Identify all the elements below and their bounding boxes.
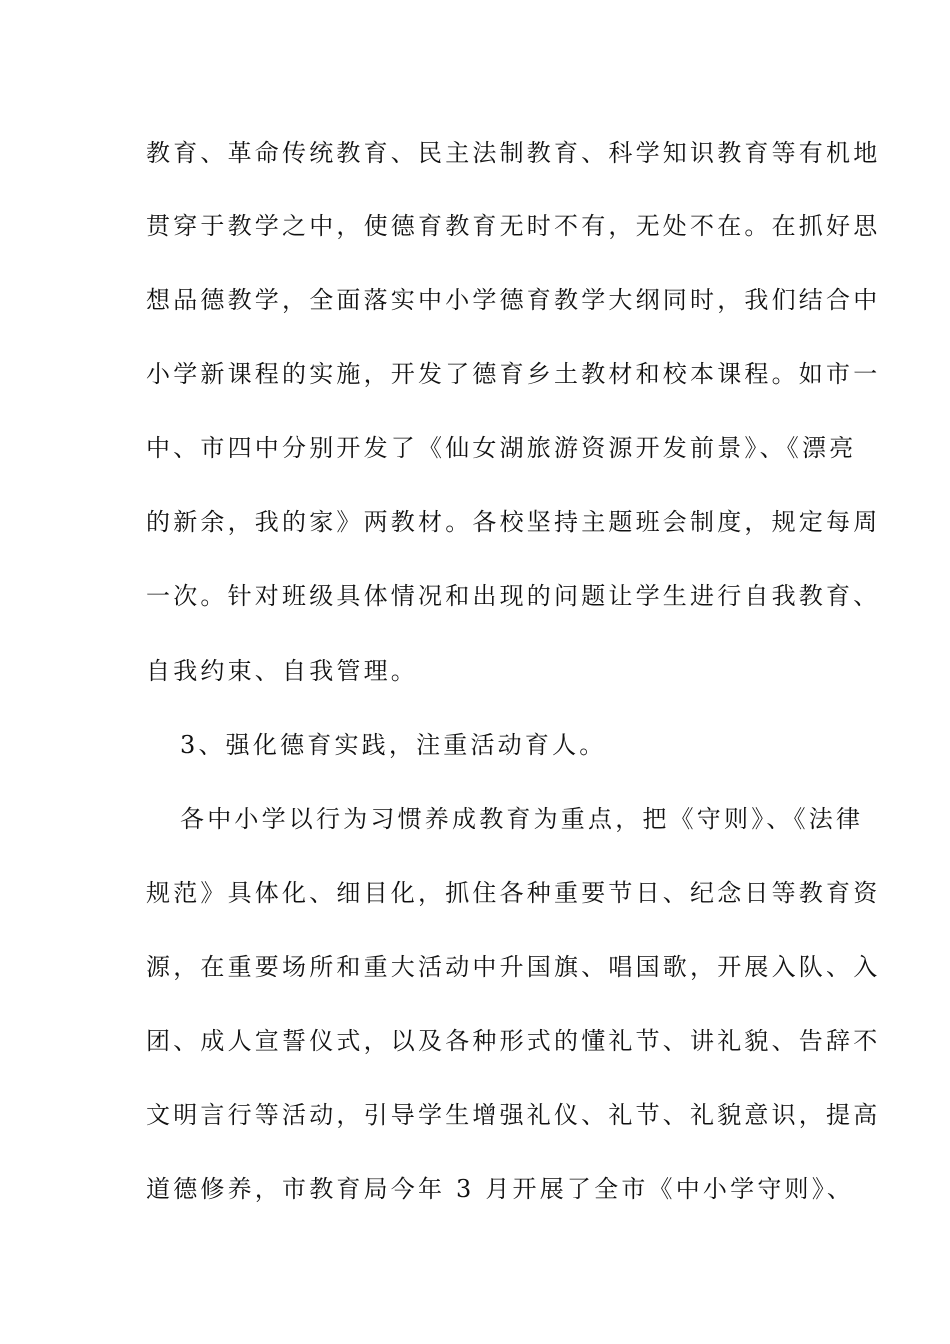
text-line: 一次。针对班级具体情况和出现的问题让学生进行自我教育、 (146, 582, 881, 610)
paragraph-start-line: 各中小学以行为习惯养成教育为重点，把《守则》、《法律 (180, 805, 864, 833)
text-line: 贯穿于教学之中，使德育教育无时不有，无处不在。在抓好思 (146, 212, 881, 240)
text-line: 小学新课程的实施，开发了德育乡土教材和校本课程。如市一 (146, 360, 881, 388)
section-heading: 3、强化德育实践，注重活动育人。 (180, 731, 607, 759)
text-line: 规范》具体化、细目化，抓住各种重要节日、纪念日等教育资 (146, 879, 881, 907)
text-line: 文明言行等活动，引导学生增强礼仪、礼节、礼貌意识，提高 (146, 1101, 881, 1129)
text-line: 想品德教学，全面落实中小学德育教学大纲同时，我们结合中 (146, 286, 881, 314)
text-line: 自我约束、自我管理。 (146, 657, 418, 685)
text-line: 团、成人宣誓仪式，以及各种形式的懂礼节、讲礼貌、告辞不 (146, 1027, 881, 1055)
text-line: 中、市四中分别开发了《仙女湖旅游资源开发前景》、《漂亮 (146, 434, 857, 462)
text-line: 源，在重要场所和重大活动中升国旗、唱国歌，开展入队、入 (146, 953, 881, 981)
text-line: 教育、革命传统教育、民主法制教育、科学知识教育等有机地 (146, 139, 881, 167)
text-line: 道德修养，市教育局今年 3 月开展了全市《中小学守则》、 (146, 1175, 855, 1203)
text-line: 的新余，我的家》两教材。各校坚持主题班会制度，规定每周 (146, 508, 881, 536)
